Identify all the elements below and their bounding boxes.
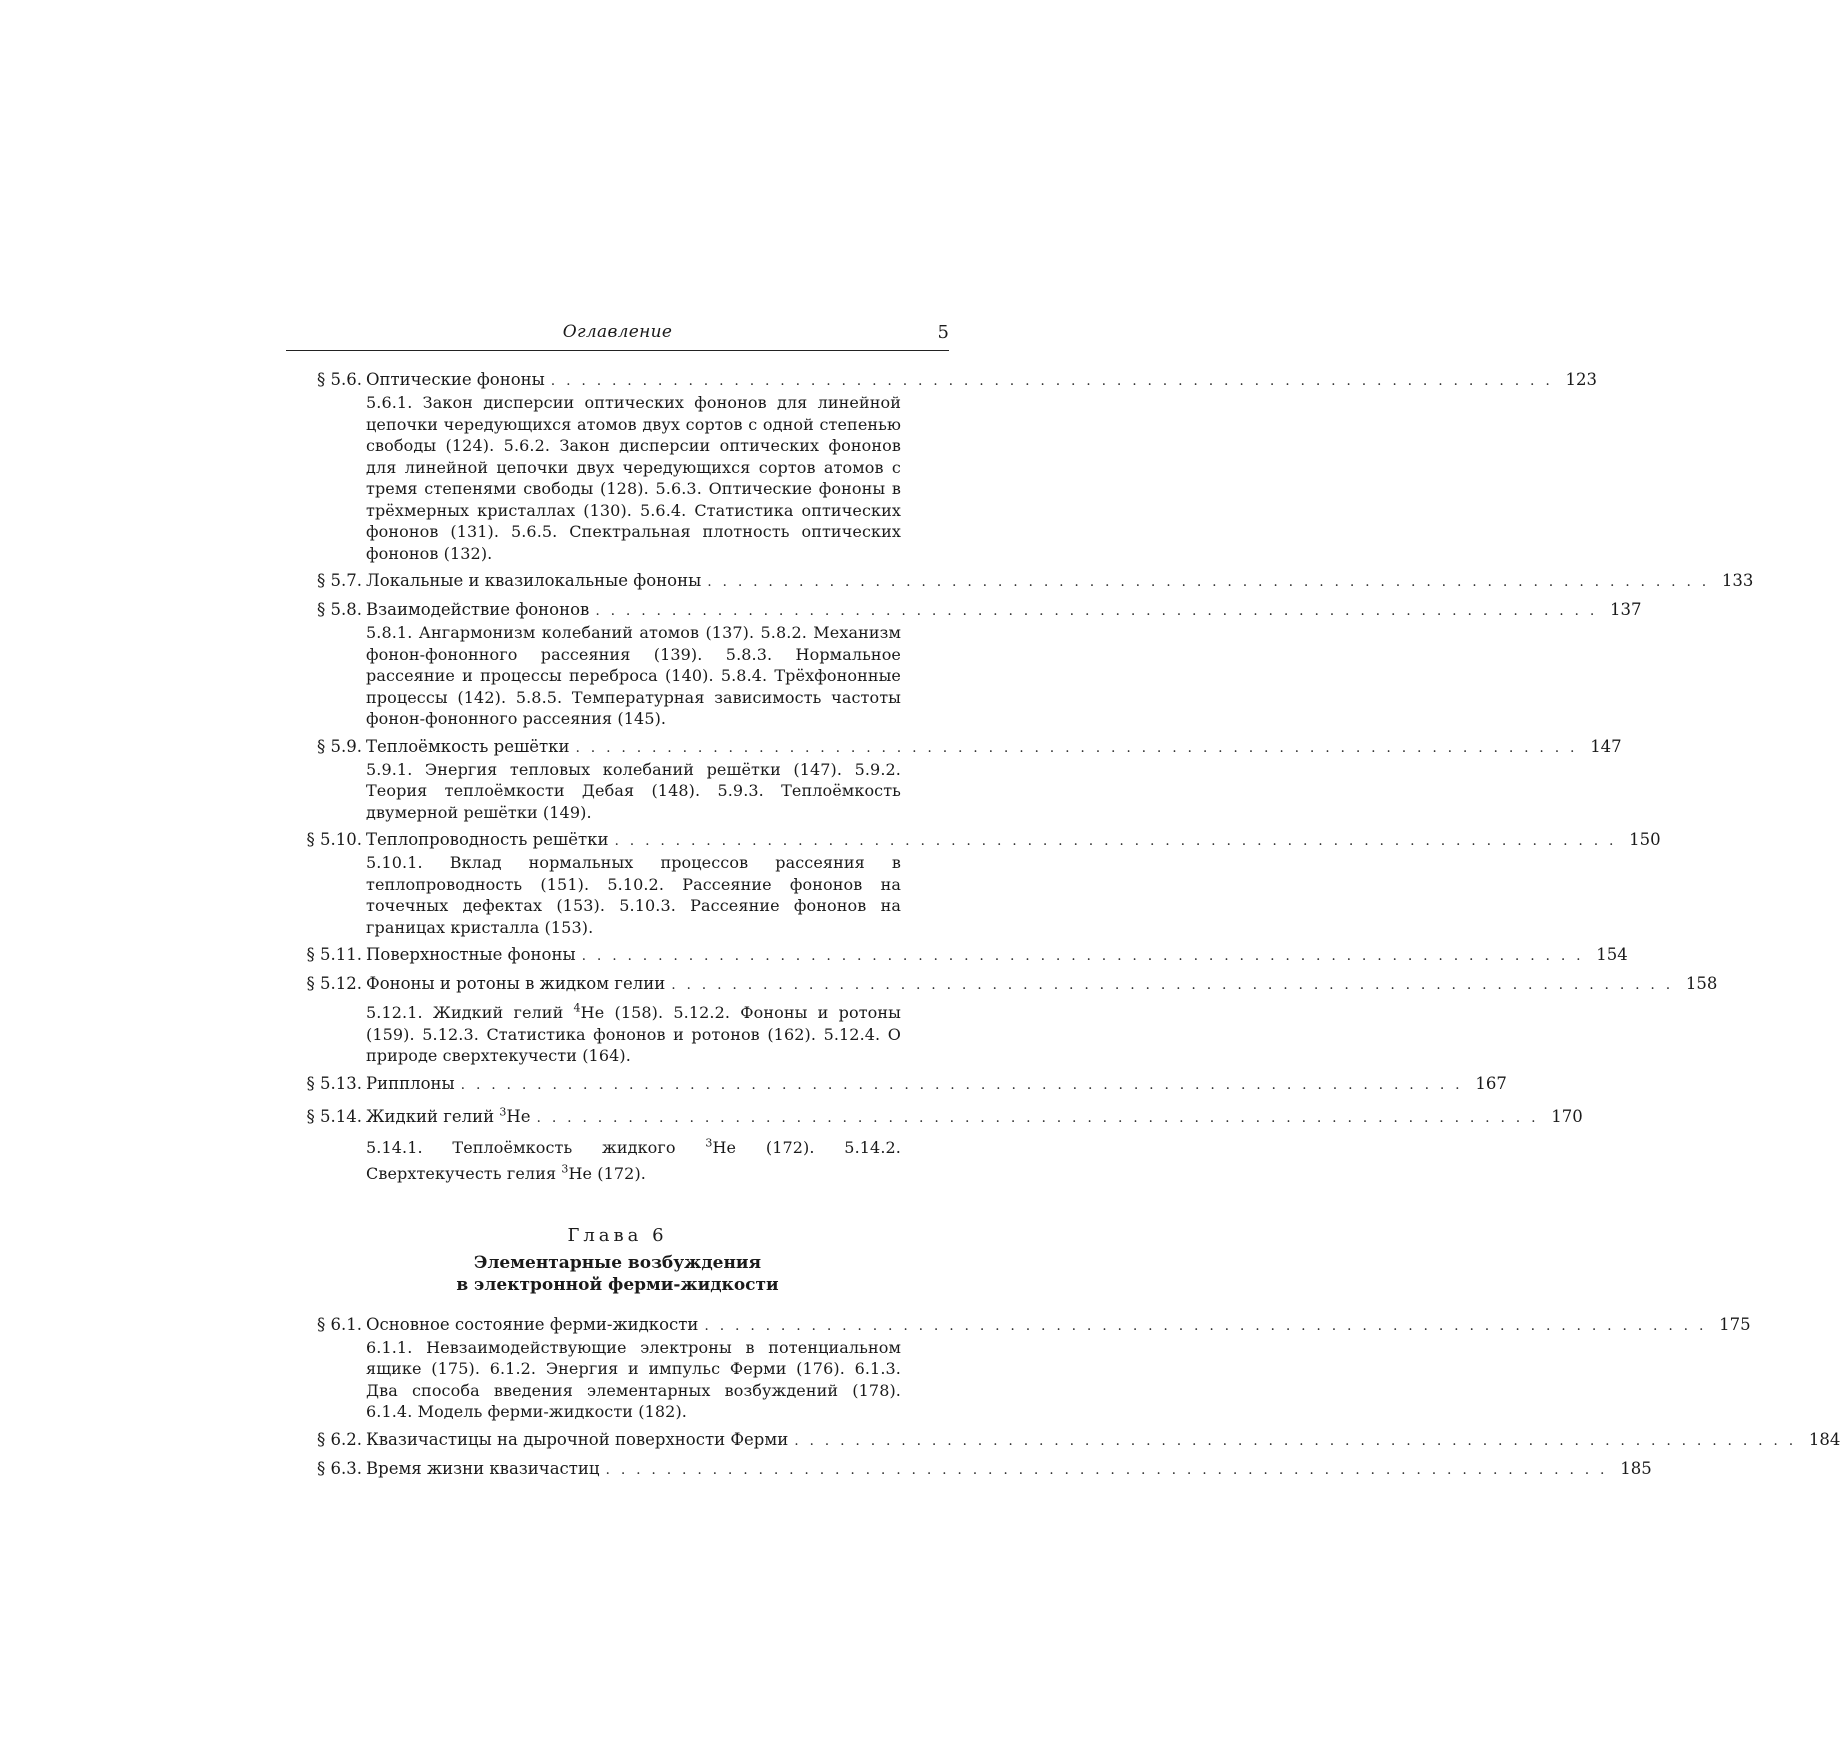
section-title-text: He <box>506 1106 531 1126</box>
dot-leader: . . . . . . . . . . . . . . . . . . . . . . . . . . . . . . . . . . . . . . . . . . . . . . . . . . . . . . . . . . . . . . . . . . <box>614 833 1617 849</box>
chapter-heading <box>286 1225 949 1296</box>
section-page: 158 <box>1685 974 1718 993</box>
section-number: § 6.2. <box>317 1429 362 1449</box>
section-number: § 5.10. <box>306 830 362 849</box>
page-number: 5 <box>937 322 949 343</box>
section-number: § 5.9. <box>317 736 362 756</box>
section-number: § 5.12. <box>306 974 362 993</box>
section-page: 133 <box>1721 571 1754 590</box>
toc-section-line[interactable] <box>286 1429 1840 1452</box>
toc-entry <box>286 944 1628 967</box>
section-number: § 6.1. <box>317 1314 362 1334</box>
dot-leader: . . . . . . . . . . . . . . . . . . . . . . . . . . . . . . . . . . . . . . . . . . . . . . . . . . . . . . . . . . . . . . . . . . <box>575 739 1578 756</box>
section-title: Квазичастицы на дырочной поверхности Ферми <box>366 1429 789 1449</box>
section-title: Взаимодействие фононов <box>366 600 590 619</box>
section-title: Поверхностные фононы <box>366 945 576 964</box>
chapter-title-line-1: Элементарные возбуждения <box>473 1252 762 1273</box>
section-title: Теплоёмкость решётки <box>366 736 570 756</box>
section-page: 150 <box>1629 830 1661 849</box>
toc-section-line[interactable] <box>286 736 1622 759</box>
toc-entry <box>286 1105 1583 1187</box>
section-number: § 5.14. <box>306 1106 362 1126</box>
toc-section-line[interactable] <box>286 829 1661 852</box>
dot-leader: . . . . . . . . . . . . . . . . . . . . . . . . . . . . . . . . . . . . . . . . . . . . . . . . . . . . . . . . . . . . . . . . . . <box>671 977 1674 993</box>
section-page: 147 <box>1590 736 1622 756</box>
section-title <box>366 1106 531 1128</box>
subsection-list <box>366 1135 901 1187</box>
section-page: 137 <box>1610 600 1642 619</box>
toc-section-line[interactable] <box>286 1458 1652 1481</box>
section-title: Теплопроводность решётки <box>366 830 609 849</box>
dot-leader: . . . . . . . . . . . . . . . . . . . . . . . . . . . . . . . . . . . . . . . . . . . . . . . . . . . . . . . . . . . . . . . . . . <box>605 1461 1608 1478</box>
dot-leader: . . . . . . . . . . . . . . . . . . . . . . . . . . . . . . . . . . . . . . . . . . . . . . . . . . . . . . . . . . . . . . . . . . <box>707 574 1710 590</box>
subsection-text: He (172). 5.14.2. Сверхтекучесть гелия <box>366 1137 901 1183</box>
table-of-contents-chapter-6 <box>286 1314 1840 1481</box>
subsection-text: He (158). 5.12.2. Фононы и ротоны (159). 5.12.3. Статистика фононов и ротонов (162). 5.12.4. О природе сверхтекучести (164). <box>366 1003 901 1065</box>
toc-entry <box>286 1314 1751 1423</box>
running-header <box>286 322 949 351</box>
isotope-superscript: 4 <box>573 1001 581 1015</box>
section-title-text: Жидкий гелий <box>366 1106 500 1126</box>
section-title: Рипплоны <box>366 1073 455 1093</box>
section-title: Фононы и ротоны в жидком гелии <box>366 974 666 993</box>
section-number: § 5.7. <box>317 571 362 590</box>
toc-section-line[interactable] <box>286 599 1642 622</box>
toc-entry <box>286 570 1754 593</box>
toc-section-line[interactable] <box>286 1073 1507 1096</box>
toc-entry <box>286 829 1661 938</box>
page-content <box>286 322 1840 1487</box>
dot-leader: . . . . . . . . . . . . . . . . . . . . . . . . . . . . . . . . . . . . . . . . . . . . . . . . . . . . . . . . . . . . . . . . . . <box>581 948 1584 964</box>
subsection-list: 5.10.1. Вклад нормальных процессов рассеяния в теплопроводность (151). 5.10.2. Рассеяние фононов на точечных дефектах (153). 5.10.3. Рассеяние фононов на границах кристалла (153). <box>366 853 901 937</box>
running-title: Оглавление <box>562 322 673 342</box>
section-title: Оптические фононы <box>366 370 545 389</box>
subsection-text: 5.14.1. Теплоёмкость жидкого <box>366 1137 706 1157</box>
section-page: 154 <box>1596 945 1628 964</box>
section-number: § 5.6. <box>317 370 362 389</box>
toc-entry <box>286 1073 1507 1096</box>
chapter-label: Глава 6 <box>567 1224 668 1246</box>
toc-entry <box>286 973 1718 1067</box>
subsection-list: 5.6.1. Закон дисперсии оптических фононов для линейной цепочки чередующихся атомов двух сортов с одной степенью свободы (124). 5.6.2. Закон дисперсии оптических фононов для линейной цепочки двух чередующихся сортов атомов с тремя степенями свободы (128). 5.6.3. Оптические фононы в трёхмерных кристаллах (130). 5.6.4. Статистика оптических фононов (131). 5.6.5. Спектральная плотность оптических фононов (132). <box>366 393 901 563</box>
toc-section-line[interactable] <box>286 973 1718 996</box>
section-title: Основное состояние ферми-жидкости <box>366 1314 699 1334</box>
section-page: 175 <box>1719 1314 1751 1334</box>
toc-section-line[interactable] <box>286 1314 1751 1337</box>
dot-leader: . . . . . . . . . . . . . . . . . . . . . . . . . . . . . . . . . . . . . . . . . . . . . . . . . . . . . . . . . . . . . . . . . . <box>536 1109 1539 1126</box>
section-page: 185 <box>1620 1458 1652 1478</box>
toc-section-line[interactable] <box>286 1105 1583 1129</box>
dot-leader: . . . . . . . . . . . . . . . . . . . . . . . . . . . . . . . . . . . . . . . . . . . . . . . . . . . . . . . . . . . . . . . . . . <box>460 1076 1463 1093</box>
section-page: 167 <box>1475 1073 1507 1093</box>
dot-leader: . . . . . . . . . . . . . . . . . . . . . . . . . . . . . . . . . . . . . . . . . . . . . . . . . . . . . . . . . . . . . . . . . . <box>704 1317 1707 1334</box>
section-number: § 5.8. <box>317 600 362 619</box>
isotope-superscript: 3 <box>705 1136 713 1150</box>
dot-leader: . . . . . . . . . . . . . . . . . . . . . . . . . . . . . . . . . . . . . . . . . . . . . . . . . . . . . . . . . . . . . . . . . . <box>794 1432 1797 1449</box>
section-title: Локальные и квазилокальные фононы <box>366 571 702 590</box>
dot-leader: . . . . . . . . . . . . . . . . . . . . . . . . . . . . . . . . . . . . . . . . . . . . . . . . . . . . . . . . . . . . . . . . . . <box>595 603 1598 619</box>
subsection-list: 5.9.1. Энергия тепловых колебаний решётки (147). 5.9.2. Теория теплоёмкости Дебая (148). 5.9.3. Теплоёмкость двумерной решётки (149). <box>366 759 901 822</box>
toc-entry <box>286 736 1622 824</box>
toc-entry <box>286 1458 1652 1481</box>
toc-section-line[interactable] <box>286 369 1597 392</box>
toc-entry <box>286 599 1642 730</box>
toc-entry <box>286 1429 1840 1452</box>
chapter-title-line-2: в электронной ферми-жидкости <box>456 1274 779 1295</box>
section-page: 184 <box>1808 1429 1840 1449</box>
subsection-list <box>366 1002 901 1067</box>
toc-section-line[interactable] <box>286 570 1754 593</box>
subsection-list: 5.8.1. Ангармонизм колебаний атомов (137). 5.8.2. Механизм фонон-фононного рассеяния (139). 5.8.3. Нормальное рассеяние и процессы переброса (140). 5.8.4. Трёхфононные процессы (142). 5.8.5. Температурная зависимость частоты фонон-фононного рассеяния (145). <box>366 623 901 728</box>
table-of-contents <box>286 369 1754 1187</box>
isotope-superscript: 3 <box>499 1105 507 1118</box>
isotope-superscript: 3 <box>561 1162 569 1176</box>
section-number: § 5.13. <box>306 1073 362 1093</box>
section-page: 123 <box>1565 370 1597 389</box>
subsection-text: 5.12.1. Жидкий гелий <box>366 1003 574 1022</box>
toc-entry <box>286 369 1597 564</box>
subsection-text: He (172). <box>568 1163 646 1183</box>
section-title: Время жизни квазичастиц <box>366 1458 600 1478</box>
section-number: § 6.3. <box>317 1458 362 1478</box>
section-number: § 5.11. <box>306 945 362 964</box>
dot-leader: . . . . . . . . . . . . . . . . . . . . . . . . . . . . . . . . . . . . . . . . . . . . . . . . . . . . . . . . . . . . . . . . . . <box>550 373 1553 389</box>
toc-section-line[interactable] <box>286 944 1628 967</box>
section-page: 170 <box>1551 1106 1583 1126</box>
subsection-list: 6.1.1. Невзаимодействующие электроны в потенциальном ящике (175). 6.1.2. Энергия и импульс Ферми (176). 6.1.3. Два способа введения элементарных возбуждений (178). 6.1.4. Модель ферми-жидкости (182). <box>366 1337 901 1421</box>
